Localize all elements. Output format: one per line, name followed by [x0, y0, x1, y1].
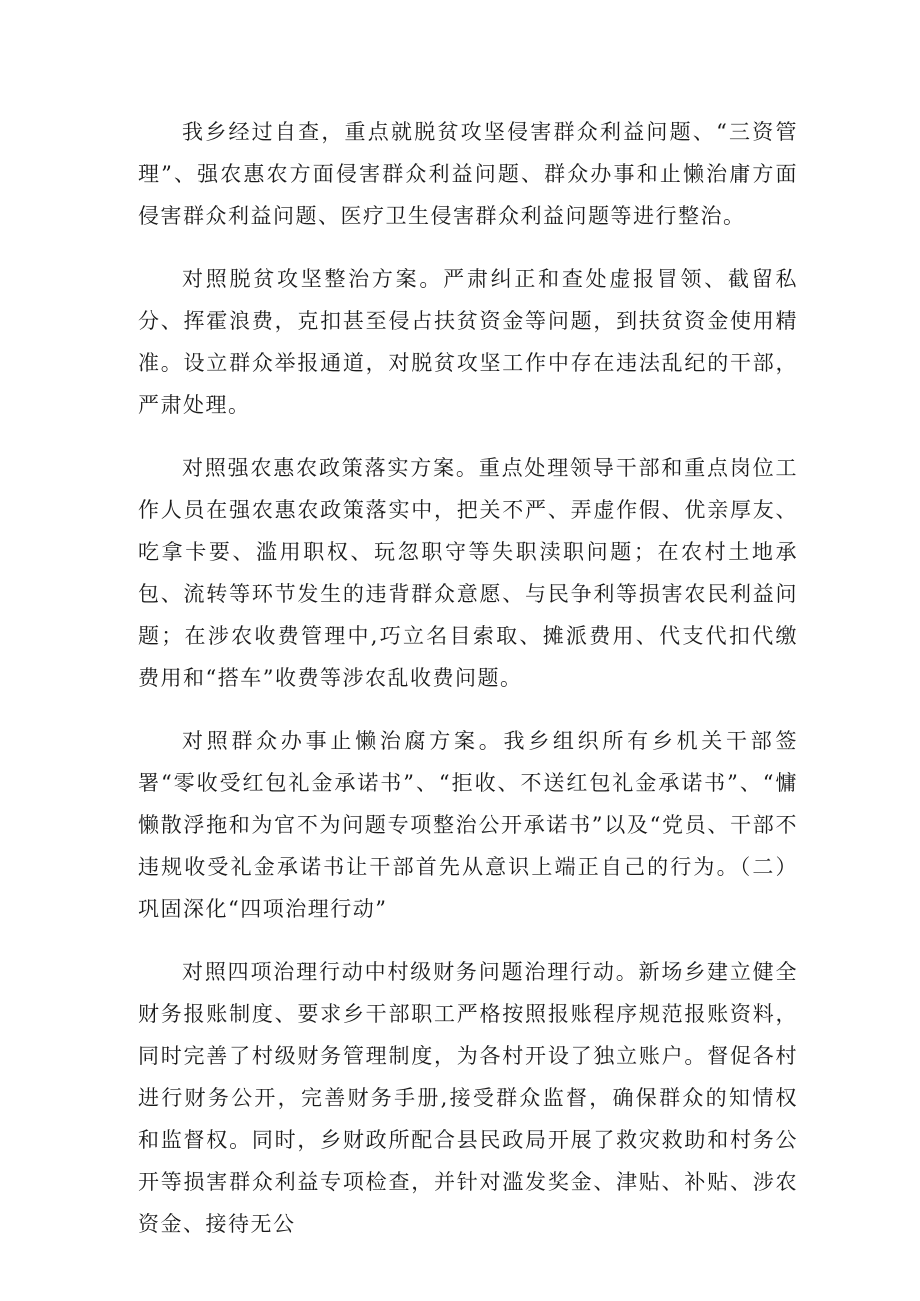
paragraph-poverty-alleviation: 对照脱贫攻坚整治方案。严肃纠正和查处虚报冒领、截留私分、挥霍浪费，克扣甚至侵占扶贫资金等问题，到扶贫资金使用精准。设立群众举报通道，对脱贫攻坚工作中存在违法乱纪的干部，严肃处理。	[138, 267, 798, 417]
paragraph-anti-laziness: 对照群众办事止懒治腐方案。我乡组织所有乡机关干部签署“零收受红包礼金承诺书”、“拒收、不送红包礼金承诺书”、“慵懒散浮拖和为官不为问题专项整治公开承诺书”以及“党员、干部不违规收受礼金承诺书让干部首先从意识上端正自己的行为。（二）巩固深化“四项治理行动”	[138, 729, 798, 921]
paragraph-self-inspection: 我乡经过自查，重点就脱贫攻坚侵害群众利益问题、“三资管理”、强农惠农方面侵害群众利益问题、群众办事和止懒治庸方面侵害群众利益问题、医疗卫生侵害群众利益问题等进行整治。	[138, 120, 798, 228]
paragraph-village-finance: 对照四项治理行动中村级财务问题治理行动。新场乡建立健全财务报账制度、要求乡干部职工严格按照报账程序规范报账资料，同时完善了村级财务管理制度，为各村开设了独立账户。督促各村进行财务公开，完善财务手册,接受群众监督，确保群众的知情权和监督权。同时，乡财政所配合县民政局开展了救灾救助和村务公开等损害群众利益专项检查，并针对滥发奖金、津贴、补贴、涉农资金、接待无公	[138, 960, 798, 1236]
document-body	[138, 111, 798, 1245]
paragraph-agricultural-policy: 对照强农惠农政策落实方案。重点处理领导干部和重点岗位工作人员在强农惠农政策落实中，把关不严、弄虚作假、优亲厚友、吃拿卡要、滥用职权、玩忽职守等失职渎职问题；在农村土地承包、流转等环节发生的违背群众意愿、与民争利等损害农民利益问题；在涉农收费管理中,巧立名目索取、摊派费用、代支代扣代缴费用和“搭车”收费等涉农乱收费问题。	[138, 456, 798, 690]
